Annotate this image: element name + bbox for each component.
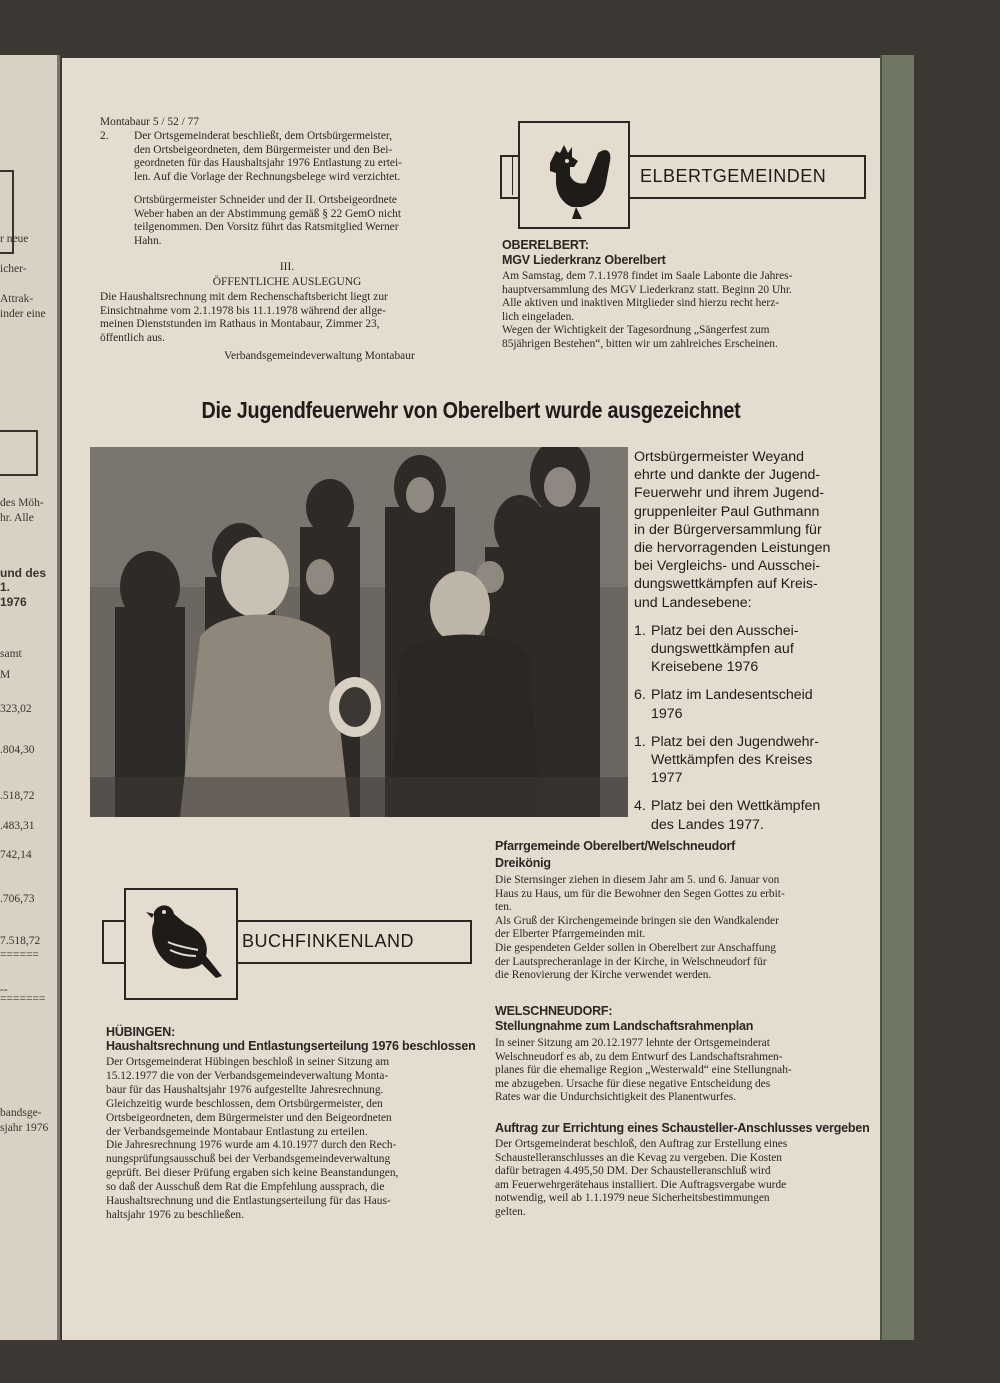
text-line: Gleichzeitig wurde beschlossen, dem Ortsbürgermeister, den: [106, 1097, 383, 1110]
award-text: Platz bei den Ausschei-: [651, 622, 799, 639]
text-line: gruppenleiter Paul Guthmann: [634, 503, 820, 520]
award-text: Platz im Landesentscheid: [651, 687, 813, 704]
award-text: Wettkämpfen des Kreises: [651, 752, 813, 769]
left-page-text: icher-: [0, 263, 27, 275]
left-page-text: --: [0, 984, 8, 996]
buchfinkenland-emblem: [102, 888, 472, 1000]
elbertgemeinden-emblem: [500, 121, 866, 231]
text-line: Ortsbeigeordneten, dem Bürgermeister und den Beigeordneten: [106, 1111, 392, 1124]
welschneudorf-title: Stellungnahme zum Landschaftsrahmenplan: [495, 1019, 754, 1033]
buchfinkenland-label: BUCHFINKENLAND: [242, 931, 415, 951]
text-line: Haushaltsrechnung und die Entlastungserteilung für das Haus-: [106, 1195, 391, 1208]
award-text: Platz bei den Jugendwehr-: [651, 733, 819, 750]
signature: Verbandsgemeindeverwaltung Montabaur: [224, 350, 415, 362]
text-line: den Ortsbeigeordneten, dem Bürgermeister und den Bei-: [134, 143, 393, 156]
text-line: Der Ortsgemeinderat beschloß, den Auftrag zur Erstellung eines: [495, 1138, 788, 1150]
text-line: Der Ortsgemeinderat Hübingen beschloß in seiner Sitzung am: [106, 1056, 390, 1068]
text-line: me abzugeben. Ursache für diese negative Entscheidung des: [495, 1077, 771, 1090]
text-line: Die Jahresrechnung 1976 wurde am 4.10.1977 durch den Rech-: [106, 1139, 397, 1152]
left-page-text: des Möh-: [0, 497, 44, 509]
award-item: [634, 686, 864, 722]
huebingen-place: HÜBINGEN:: [106, 1025, 176, 1039]
bird-frame: [124, 888, 238, 1000]
award-text: dungswettkämpfen auf: [651, 641, 794, 658]
feature-sidebar: [634, 448, 864, 834]
welschneudorf-body: [495, 1037, 792, 1105]
award-rank: 1.: [634, 733, 646, 750]
text-line: Schaustelleranschlusses an die Kevag zu vergeben. Die Kosten: [495, 1151, 782, 1164]
newspaper-page: [62, 58, 880, 1340]
text-line: Die Sternsinger ziehen in diesem Jahr am 5. und 6. Januar von: [495, 874, 780, 886]
text-line: In seiner Sitzung am 20.12.1977 lehnte der Ortsgemeinderat: [495, 1037, 770, 1049]
text-line: der Lautsprecheranlage in der Kirche, in Welschneudorf für: [495, 955, 767, 968]
text-line: Rates war die Undurchsichtigkeit des Planentwurfes.: [495, 1091, 737, 1104]
resolution-para: [134, 130, 402, 184]
text-line: und Landesebene:: [634, 594, 752, 611]
mgv-body: [502, 270, 792, 352]
text-line: Wegen der Wichtigkeit der Tagesordnung „Sängerfest zum: [502, 324, 770, 337]
text-line: Am Samstag, dem 7.1.1978 findet im Saale Labonte die Jahres-: [502, 270, 793, 282]
award-text: 1977: [651, 770, 683, 787]
reference-line: Montabaur 5 / 52 / 77: [100, 116, 200, 128]
text-line: 85jährigen Bestehen“, bitten wir um zahlreiches Erscheinen.: [502, 337, 778, 350]
left-page-bold-text: 1.: [0, 580, 11, 594]
left-page-bold-text: 1976: [0, 595, 27, 609]
left-page-frame: [0, 430, 38, 476]
text-line: meinen Dienststunden im Rathaus in Montabaur, Zimmer 23,: [100, 318, 380, 331]
text-line: die hervorragenden Leistungen: [634, 540, 831, 557]
left-page-text: Attrak-: [0, 293, 34, 305]
text-line: Hahn.: [134, 234, 162, 247]
text-line: haltsjahr 1976 zu beschließen.: [106, 1208, 244, 1221]
bird-icon: [126, 890, 236, 998]
text-line: Einsichtnahme vom 2.1.1978 bis 11.1.1978 während der allge-: [100, 304, 386, 317]
text-line: Ortsbürgermeister Weyand: [634, 449, 805, 465]
award-ceremony-photo: [90, 447, 628, 817]
text-line: bei Vergleichs- und Ausschei-: [634, 558, 821, 575]
mgv-title: MGV Liederkranz Oberelbert: [502, 253, 666, 267]
item-number: 2.: [100, 130, 109, 142]
award-list: [634, 622, 864, 834]
left-facing-page: [0, 55, 60, 1340]
award-text: des Landes 1977.: [651, 816, 764, 833]
text-line: Die gespendeten Gelder sollen in Oberelbert zur Anschaffung: [495, 941, 776, 954]
text-line: am Feuerwehrgerätehaus installiert. Die Auftragsvergabe wurde: [495, 1178, 787, 1191]
award-rank: 6.: [634, 687, 646, 704]
section-title: ÖFFENTLICHE AUSLEGUNG: [212, 276, 362, 288]
left-page-text: .518,72: [0, 790, 35, 802]
text-line: öffentlich aus.: [100, 331, 165, 344]
text-line: lich eingeladen.: [502, 310, 575, 323]
text-line: planes für die ehemalige Region „Westerwald“ eine Stellungnah-: [495, 1064, 792, 1077]
award-rank: 4.: [634, 798, 646, 815]
text-line: nungsprüfungsausschuß bei der Verbandsgemeindeverwaltung: [106, 1153, 391, 1166]
text-line: geordneten für das Haushaltsjahr 1976 Entlastung zu ertei-: [134, 157, 402, 170]
text-line: so daß der Ausschuß dem Rat die Empfehlung aussprach, die: [106, 1181, 385, 1194]
left-page-text: M: [0, 669, 11, 681]
feature-intro: [634, 448, 864, 612]
text-line: 15.12.1977 die von der Verbandsgemeindeverwaltung Monta-: [106, 1069, 389, 1082]
abstention-para: [134, 194, 401, 248]
text-line: gelten.: [495, 1205, 526, 1218]
text-line: len. Auf die Vorlage der Rechnungsbelege wird verzichtet.: [134, 170, 401, 183]
left-page-text: 323,02: [0, 703, 32, 715]
award-rank: 1.: [634, 622, 646, 639]
text-line: dafür betragen 4.495,50 DM. Der Schaustelleranschluß wird: [495, 1165, 771, 1178]
left-page-text: =======: [0, 993, 46, 1005]
section-number: III.: [279, 261, 295, 273]
text-line: Die Haushaltsrechnung mit dem Rechenschaftsbericht liegt zur: [100, 291, 388, 303]
oberelbert-place: OBERELBERT:: [502, 238, 589, 252]
left-page-text: hr. Alle: [0, 512, 34, 524]
huebingen-title: Haushaltsrechnung und Entlastungserteilung 1976 beschlossen: [106, 1039, 476, 1053]
left-page-text: .483,31: [0, 820, 35, 832]
text-line: Feuerwehr und ihrem Jugend-: [634, 485, 825, 502]
left-page-text: 742,14: [0, 849, 32, 861]
pfarrgemeinde-title: Pfarrgemeinde Oberelbert/Welschneudorf: [495, 839, 736, 853]
left-page-text: .706,73: [0, 893, 35, 905]
award-item: [634, 797, 864, 833]
text-line: der Elberter Pfarrgemeinden mit.: [495, 928, 646, 941]
left-page-text: ======: [0, 949, 39, 961]
text-line: die Renovierung der Kirche verwendet werden.: [495, 969, 712, 982]
text-line: in der Bürgerversammlung für: [634, 521, 822, 538]
huebingen-body: [106, 1056, 398, 1223]
left-page-text: sjahr 1976: [0, 1122, 49, 1134]
schausteller-body: [495, 1138, 787, 1220]
text-line: Alle aktiven und inaktiven Mitglieder sind hierzu recht herz-: [502, 297, 780, 310]
text-line: ehrte und dankte der Jugend-: [634, 467, 821, 484]
award-item: [634, 622, 864, 677]
left-page-text: bandsge-: [0, 1107, 42, 1119]
award-text: Platz bei den Wettkämpfen: [651, 798, 821, 815]
text-line: Ortsbürgermeister Schneider und der II. Ortsbeigeordnete: [134, 194, 397, 206]
text-line: geprüft. Bei dieser Prüfung ergaben sich keine Beanstandungen,: [106, 1167, 399, 1180]
left-page-text: .804,30: [0, 744, 35, 756]
text-line: ten.: [495, 901, 512, 914]
text-line: Haus zu Haus, um für die Bewohner den Segen Gottes zu erbit-: [495, 887, 785, 900]
text-line: dungswettkämpfen auf Kreis-: [634, 576, 818, 593]
binder-spine: [880, 55, 914, 1340]
text-line: hauptversammlung des MGV Liederkranz statt. Beginn 20 Uhr.: [502, 283, 792, 296]
text-line: baur für das Haushaltsjahr 1976 aufgestellte Jahresrechnung.: [106, 1083, 384, 1096]
award-text: 1976: [651, 705, 683, 722]
text-line: Der Ortsgemeinderat beschließt, dem Ortsbürgermeister,: [134, 130, 393, 142]
rooster-icon: [520, 123, 628, 227]
award-text: Kreisebene 1976: [651, 659, 759, 676]
pfarrgemeinde-body: [495, 874, 785, 983]
left-page-text: 7.518,72: [0, 935, 41, 947]
display-para: [100, 291, 388, 345]
welschneudorf-place: WELSCHNEUDORF:: [495, 1004, 613, 1018]
left-page-text: r neue: [0, 233, 29, 245]
text-line: notwendig, weil ab 1.1.1979 neue Sicherheitsbestimmungen: [495, 1192, 770, 1205]
left-page-bold-text: und des: [0, 566, 47, 580]
left-page-text: inder eine: [0, 308, 46, 320]
text-line: Als Gruß der Kirchengemeinde bringen sie den Wandkalender: [495, 914, 779, 927]
elbertgemeinden-label: ELBERTGEMEINDEN: [640, 166, 827, 186]
schausteller-title: Auftrag zur Errichtung eines Schausteller-Anschlusses vergeben: [495, 1121, 870, 1135]
headline: Die Jugendfeuerwehr von Oberelbert wurde ausgezeichnet: [201, 397, 741, 423]
left-page-text: samt: [0, 648, 22, 660]
award-item: [634, 733, 864, 788]
text-line: Weber haben an der Abstimmung gemäß § 22 GemO nicht: [134, 207, 402, 220]
pfarrgemeinde-subtitle: Dreikönig: [495, 856, 551, 870]
rooster-frame: [518, 121, 630, 229]
text-line: teilgenommen. Den Vorsitz führt das Ratsmitglied Werner: [134, 221, 399, 234]
text-line: Welschneudorf es ab, zu dem Entwurf des Landschaftsrahmen-: [495, 1050, 783, 1063]
text-line: der Verbandsgemeinde Montabaur Entlastung zu erteilen.: [106, 1125, 368, 1138]
